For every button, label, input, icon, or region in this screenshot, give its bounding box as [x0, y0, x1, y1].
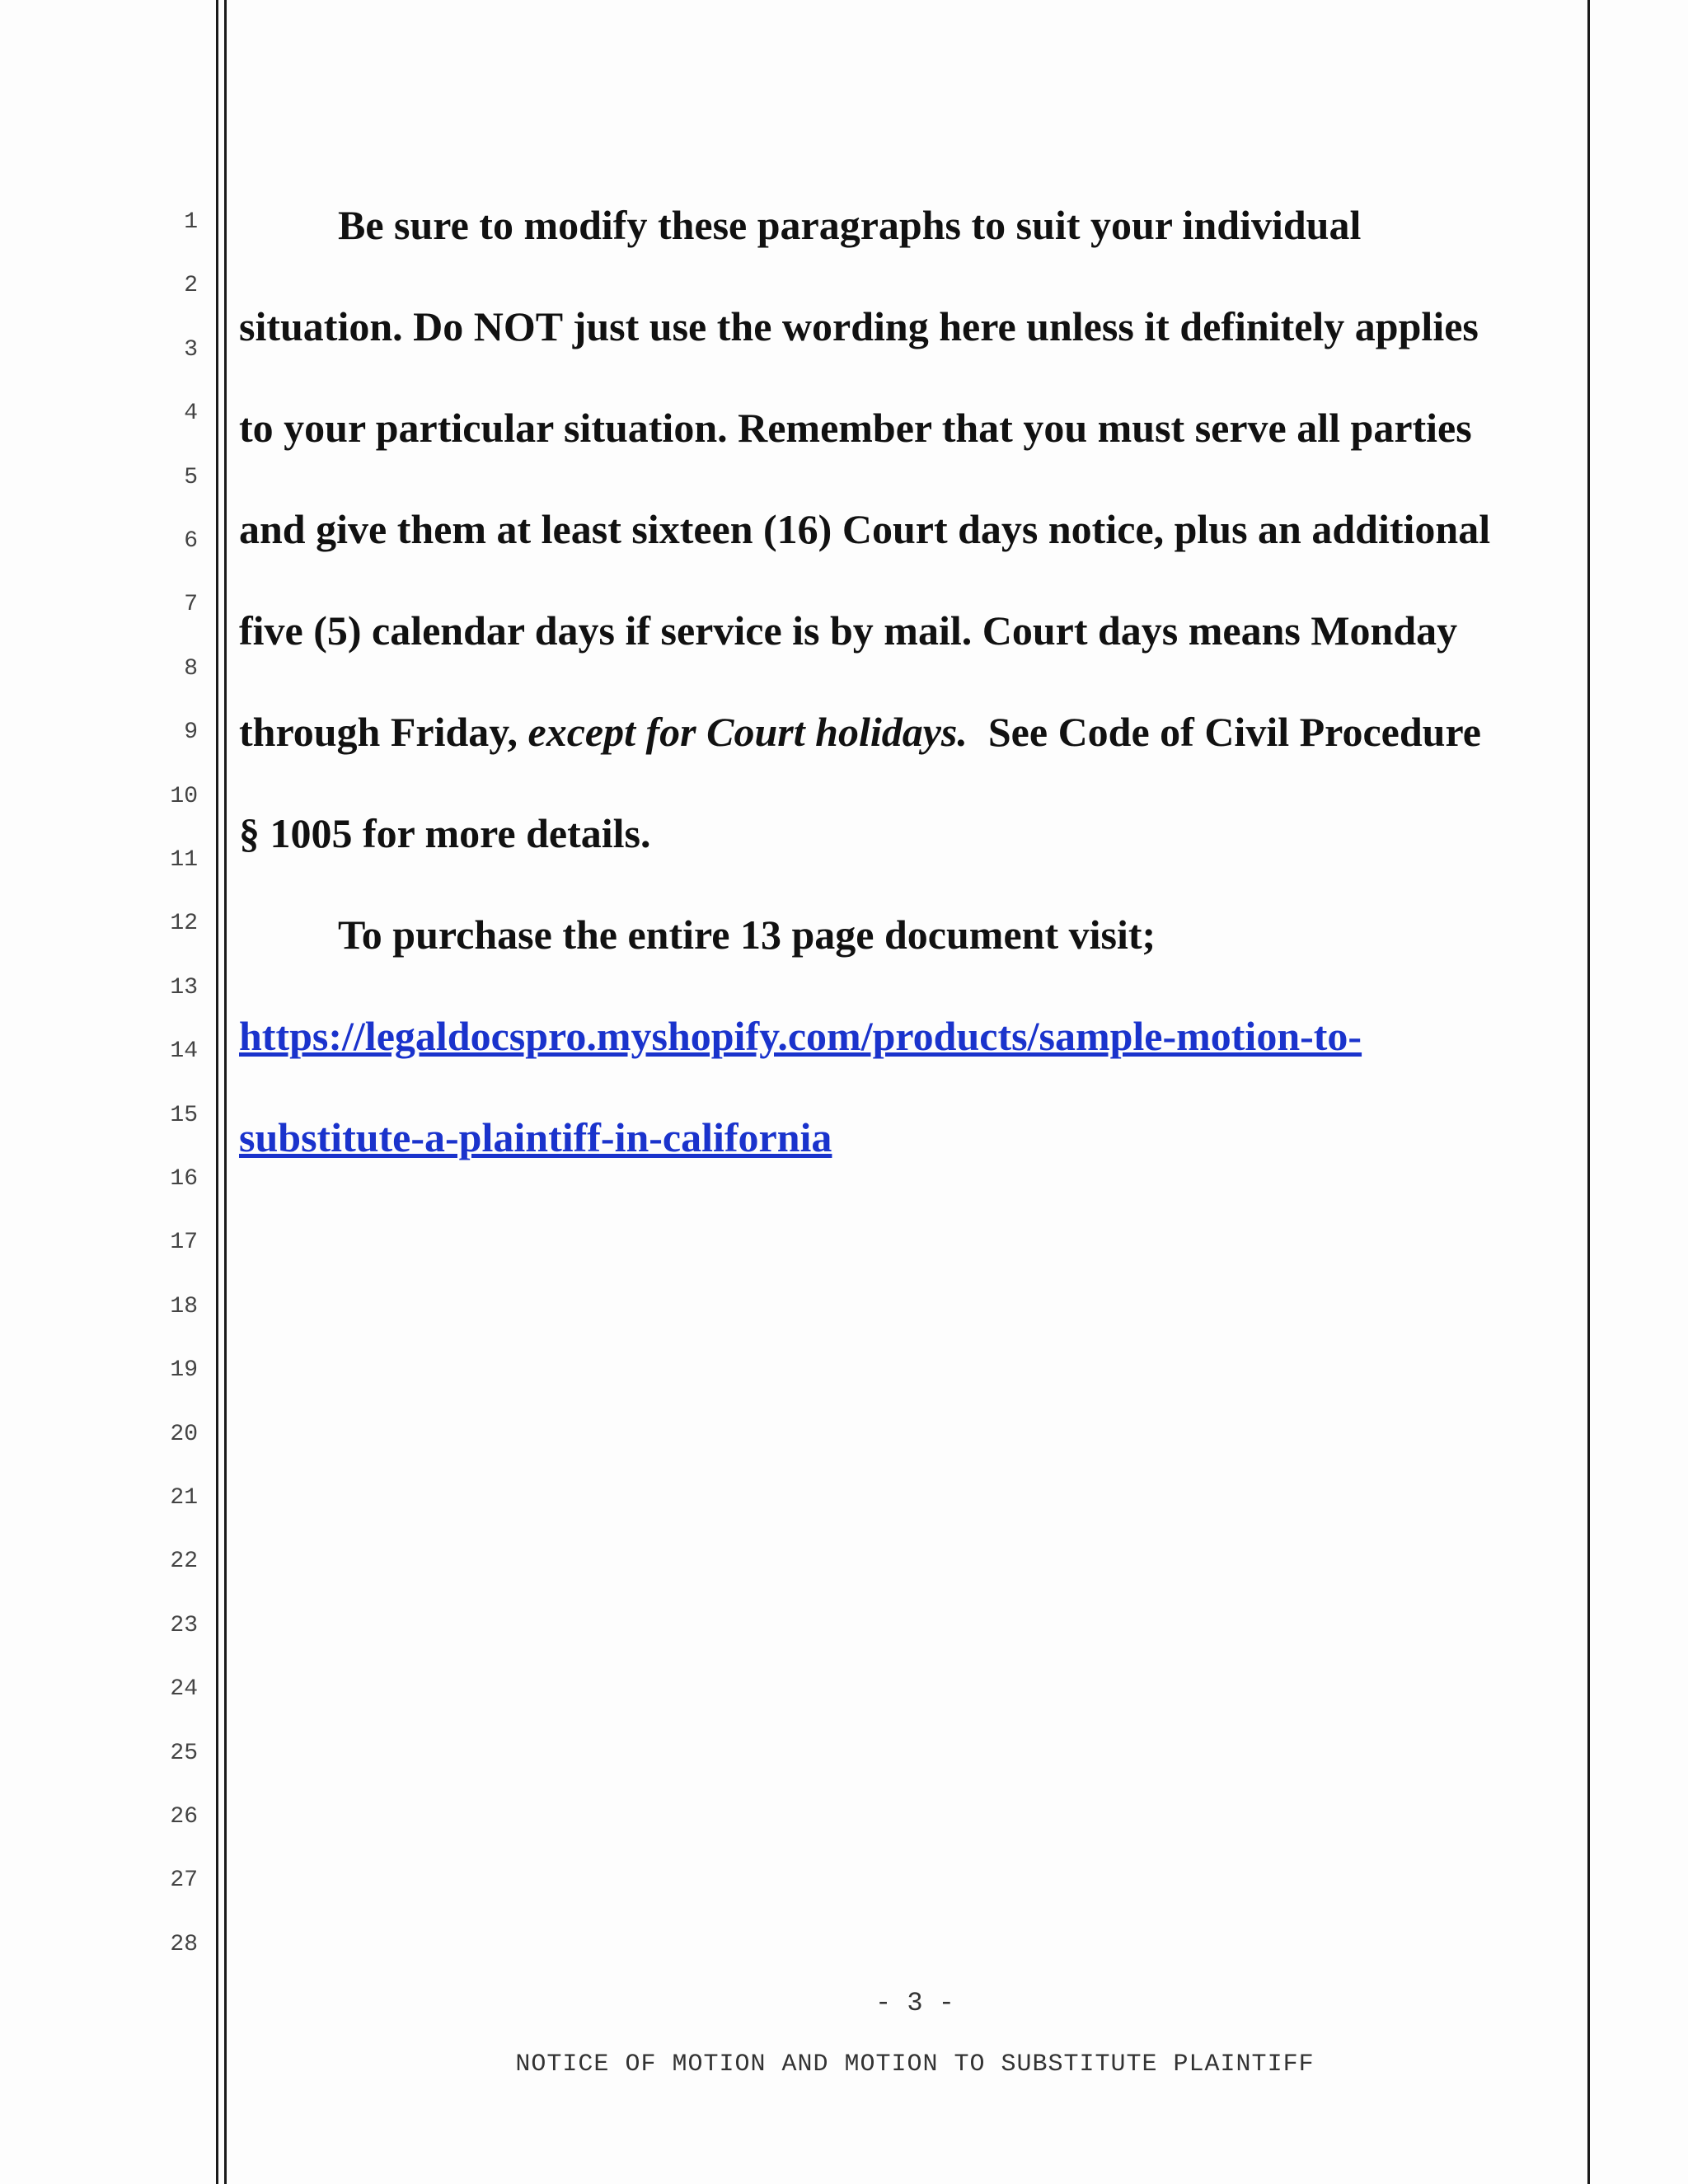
line-number: 17 [170, 1230, 198, 1256]
paragraph1-line6-start: through Friday, [239, 709, 528, 755]
paragraph1-line6-end: See Code of Civil Procedure [967, 709, 1481, 755]
paragraph1-line6-italic: except for Court holidays. [528, 709, 968, 755]
line-number: 4 [184, 401, 198, 427]
line-number: 21 [170, 1485, 198, 1511]
page-number: - 3 - [874, 1988, 954, 2018]
line-number: 7 [184, 592, 198, 618]
line-number: 9 [184, 719, 198, 746]
line-number: 3 [184, 336, 198, 363]
paragraph1-line6 [239, 707, 1481, 757]
line-number: 19 [170, 1357, 198, 1384]
line-number: 25 [170, 1740, 198, 1766]
line-number: 8 [184, 655, 198, 682]
line-number: 16 [170, 1166, 198, 1192]
line-number: 12 [170, 911, 198, 937]
line-number: 15 [170, 1102, 198, 1128]
paragraph1-line3: to your particular situation. Remember that you must serve all parties [239, 405, 1472, 451]
line-number: 13 [170, 974, 198, 1001]
line-number: 14 [170, 1038, 198, 1065]
paragraph1-line5: five (5) calendar days if service is by mail. Court days means Monday [239, 607, 1458, 654]
footer-title: NOTICE OF MOTION AND MOTION TO SUBSTITUTE PLAINTIFF [515, 2050, 1315, 2079]
line-number: 20 [170, 1421, 198, 1447]
purchase-link-part1[interactable]: https://legaldocspro.myshopify.com/products/sample-motion-to- [239, 1013, 1362, 1059]
line-number: 1 [184, 209, 198, 235]
line-number: 26 [170, 1804, 198, 1830]
paragraph1-line2: situation. Do NOT just use the wording here unless it definitely applies [239, 303, 1479, 349]
line-number: 18 [170, 1293, 198, 1319]
line-number: 11 [170, 847, 198, 873]
paragraph1-line4: and give them at least sixteen (16) Court days notice, plus an additional [239, 506, 1491, 552]
right-margin-rule [1587, 0, 1590, 2184]
line-number: 6 [184, 528, 198, 554]
paragraph2-line1: To purchase the entire 13 page document visit; [338, 912, 1156, 958]
line-number: 27 [170, 1868, 198, 1894]
line-number: 5 [184, 464, 198, 490]
line-number: 28 [170, 1931, 198, 1957]
line-number: 10 [170, 783, 198, 809]
line-number: 2 [184, 273, 198, 299]
paragraph1-line7: § 1005 for more details. [239, 810, 651, 856]
pleading-line-numbers [0, 0, 206, 2184]
left-margin-rule-inner [224, 0, 227, 2184]
left-margin-rule-outer [216, 0, 218, 2184]
line-number: 23 [170, 1612, 198, 1638]
line-number: 22 [170, 1549, 198, 1575]
line-number: 24 [170, 1676, 198, 1703]
paragraph1-line1: Be sure to modify these paragraphs to suit your individual [338, 202, 1362, 248]
purchase-link-part2[interactable]: substitute-a-plaintiff-in-california [239, 1114, 832, 1160]
